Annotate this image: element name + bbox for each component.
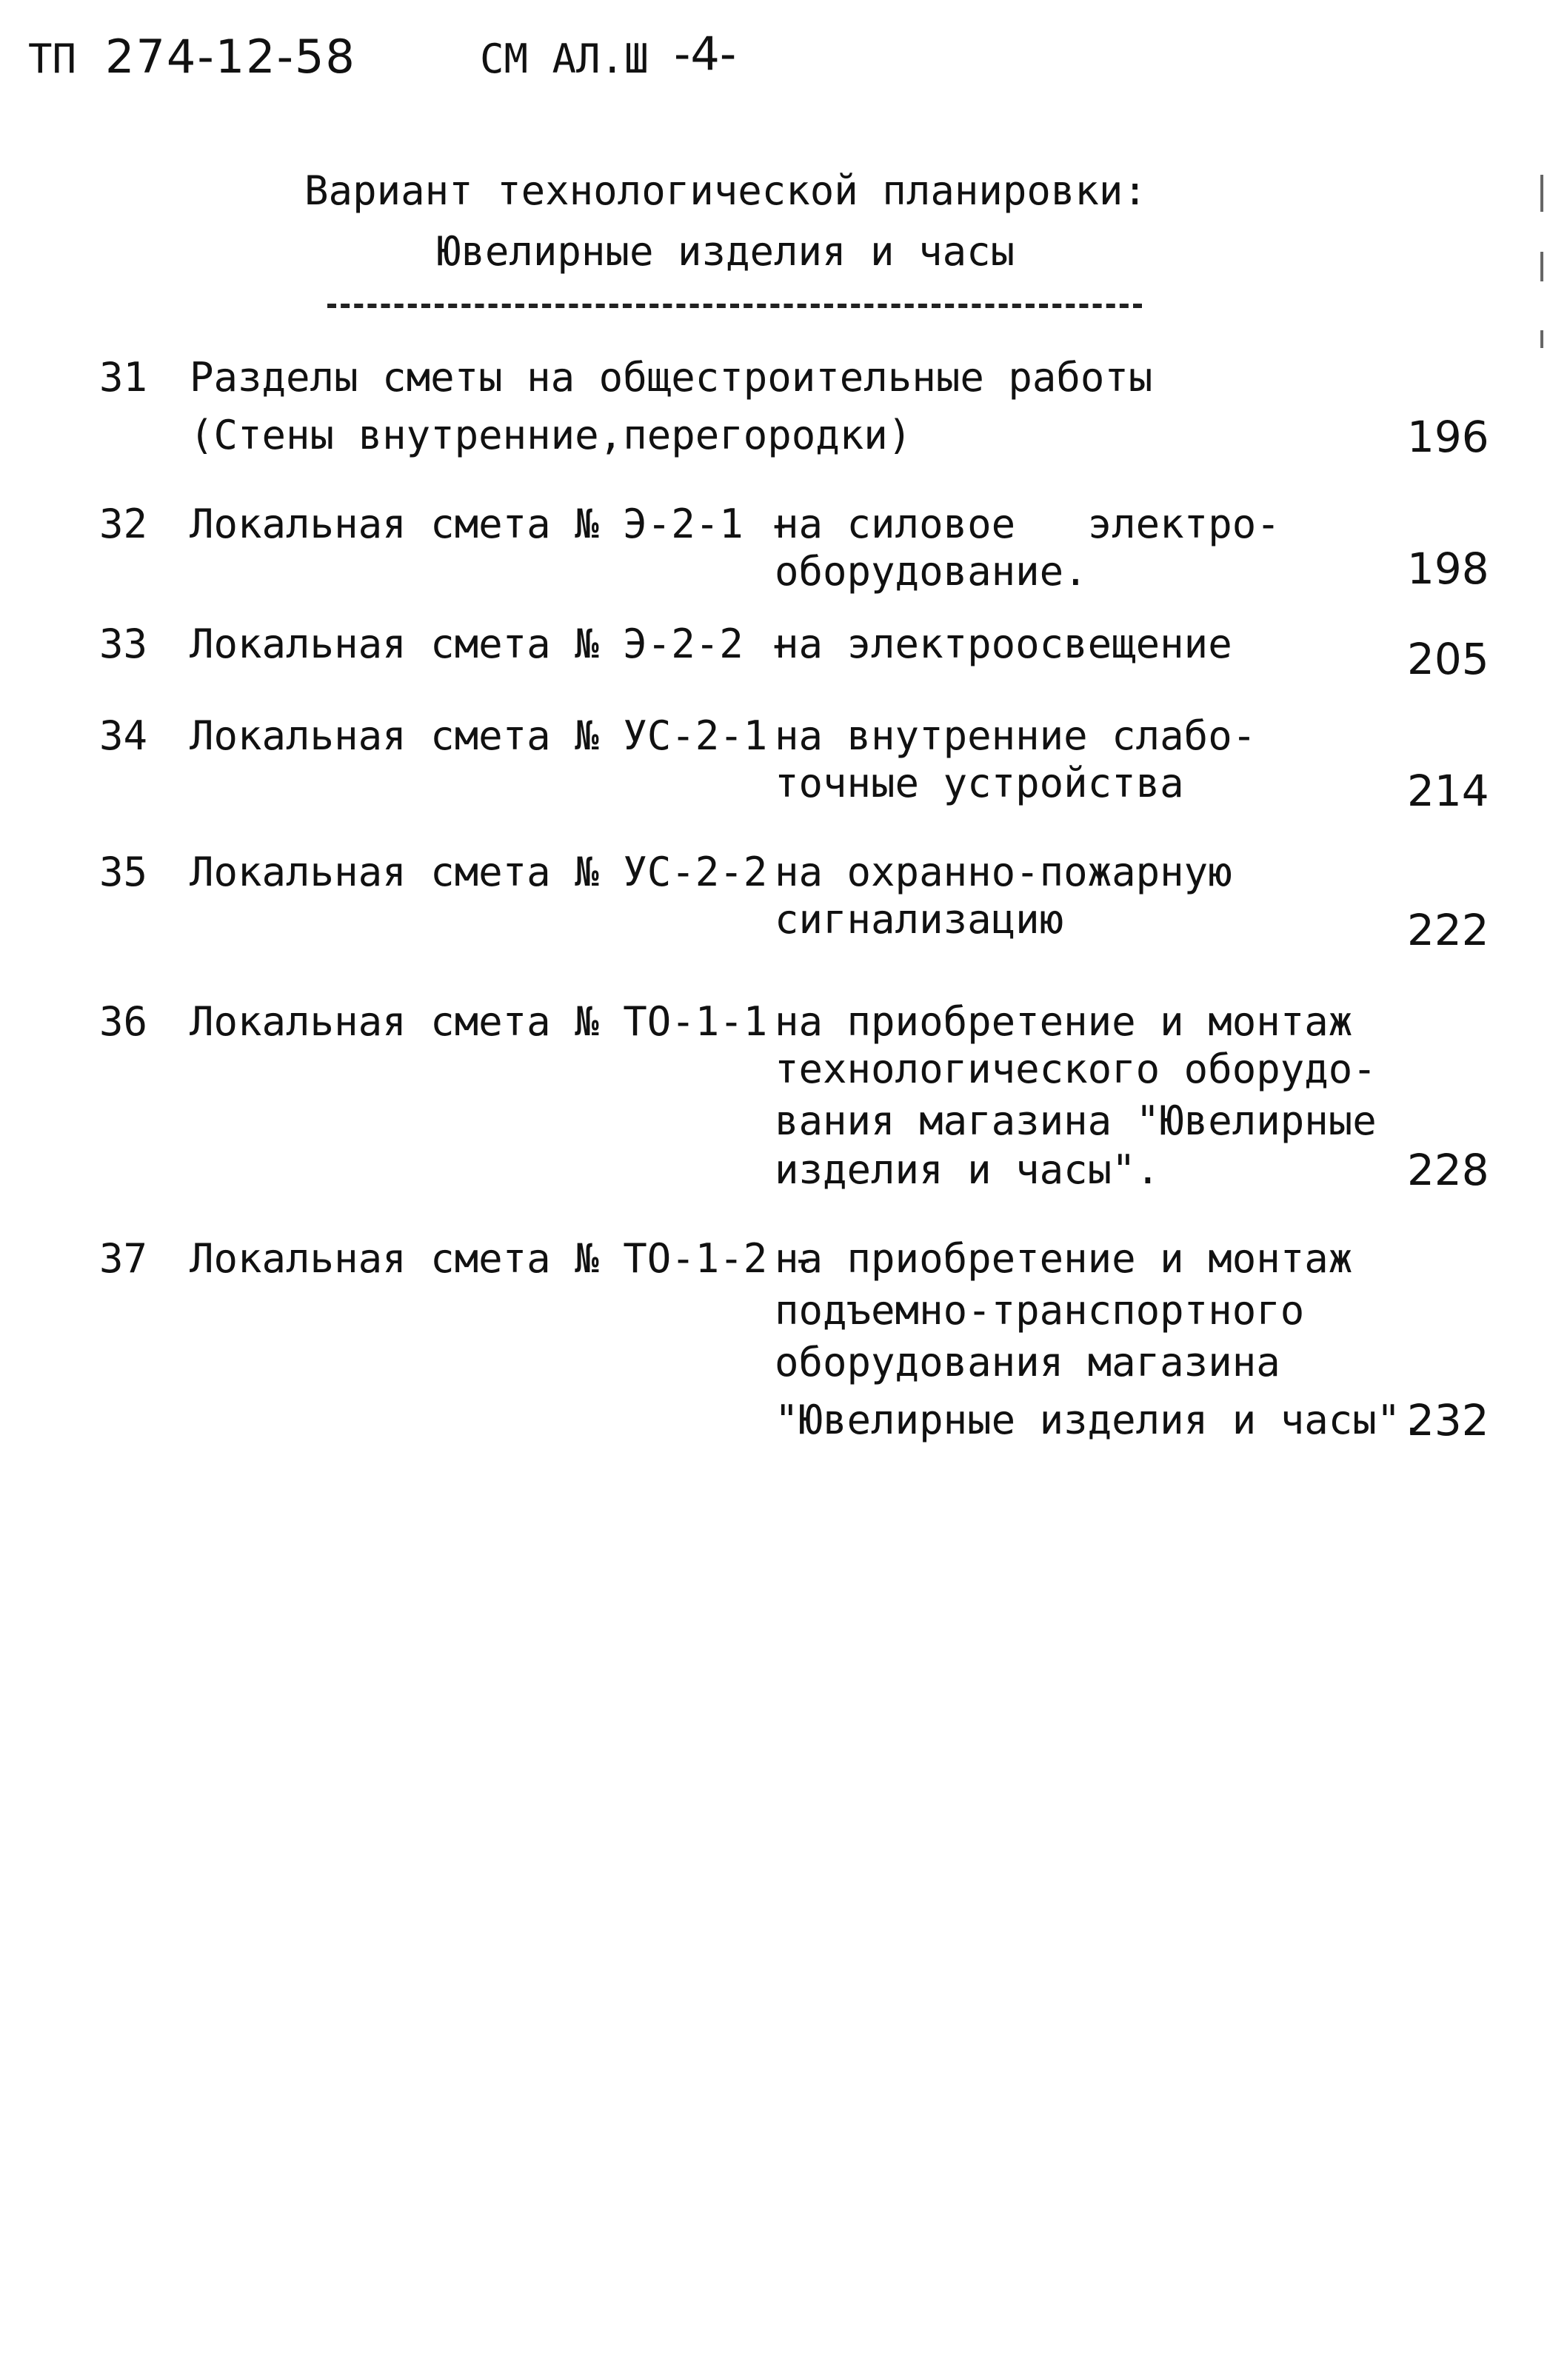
entry-36-label: Локальная смета № ТО-1-1 [190,998,768,1045]
entry-35-page: 222 [1407,905,1489,955]
scan-artifact [1540,175,1543,212]
entry-37-desc-1: на приобретение и монтаж [775,1235,1353,1282]
entry-32-desc-2: оборудование. [775,548,1088,595]
entry-33-page: 205 [1407,634,1489,684]
entry-31-page: 196 [1407,412,1489,462]
title-underline [327,304,1142,308]
entry-33-desc-1: на электроосвещение [775,621,1232,667]
entry-34-label: Локальная смета № УС-2-1 [190,712,768,759]
entry-36-desc-1: на приобретение и монтаж [775,998,1353,1045]
scan-artifact [1540,252,1543,281]
entry-37-desc-4: "Ювелирные изделия и часы". [775,1397,1425,1443]
document-prefix: ТП [28,36,77,82]
entry-33-label: Локальная смета № Э-2-2 - [190,621,792,667]
document-code: 274-12-58 [105,30,356,84]
entry-35-number: 35 [99,849,148,895]
page-number: -4- [674,27,737,81]
entry-34-number: 34 [99,712,148,759]
entry-35-label: Локальная смета № УС-2-2 [190,849,768,895]
entry-34-page: 214 [1407,766,1489,816]
title-line-2: Ювелирные изделия и часы [436,228,1015,275]
entry-37-page: 232 [1407,1395,1489,1445]
entry-35-desc-1: на охранно-пожарную [775,849,1232,895]
entry-32-number: 32 [99,501,148,547]
scan-artifact [1540,330,1543,348]
entry-37-desc-2: подъемно-транспортного [775,1287,1305,1334]
entry-32-label: Локальная смета № Э-2-1 - [190,501,792,547]
entry-36-desc-4: изделия и часы". [775,1146,1160,1193]
entry-31-line-1: Разделы сметы на общестроительные работы [190,354,1153,401]
sheet-designation: СМ АЛ.Ш [480,36,649,82]
entry-37-number: 37 [99,1235,148,1282]
entry-37-label: Локальная смета № ТО-1-2 - [190,1235,816,1282]
entry-32-page: 198 [1407,544,1489,594]
title-line-1: Вариант технологической планировки: [304,167,1147,214]
entry-36-desc-3: вания магазина "Ювелирные [775,1097,1377,1144]
entry-36-desc-2: технологического оборудо- [775,1046,1377,1092]
entry-36-number: 36 [99,998,148,1045]
entry-34-desc-2: точные устройства [775,760,1184,806]
entry-32-desc-1: на силовое электро- [775,501,1280,547]
entry-37-desc-3: оборудования магазина [775,1339,1280,1385]
entry-34-desc-1: на внутренние слабо- [775,712,1257,759]
entry-36-page: 228 [1407,1145,1489,1195]
entry-31-line-2: (Стены внутренние,перегородки) [190,412,912,458]
entry-35-desc-2: сигнализацию [775,896,1064,943]
entry-33-number: 33 [99,621,148,667]
entry-31-number: 31 [99,354,148,401]
